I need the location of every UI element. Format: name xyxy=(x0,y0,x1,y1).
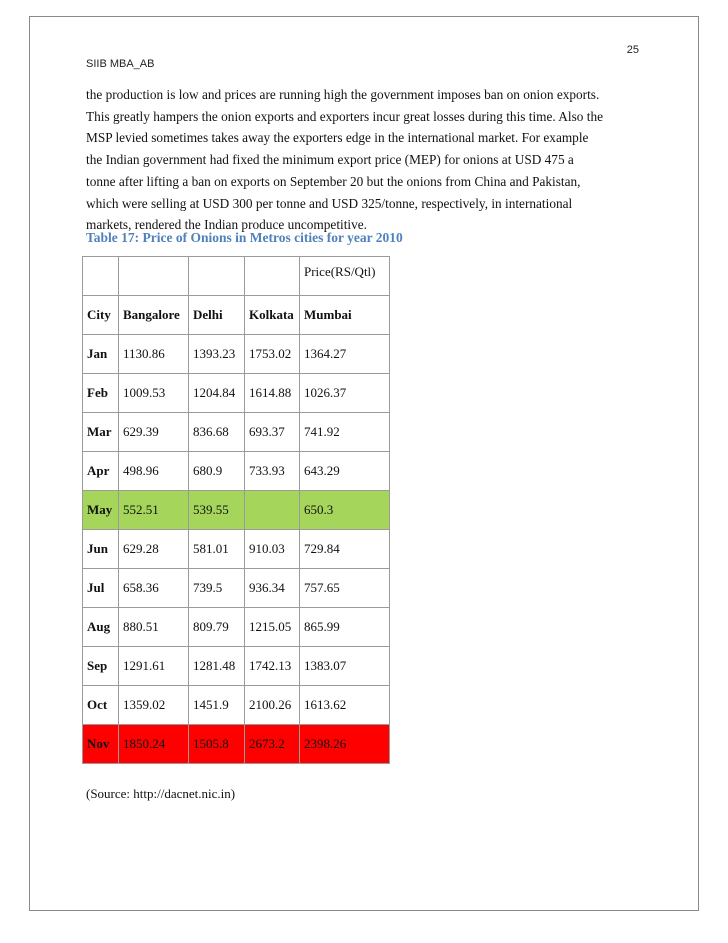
price-cell: 1505.8 xyxy=(189,725,245,764)
table-row xyxy=(83,374,390,413)
price-cell: 1850.24 xyxy=(119,725,189,764)
price-cell: 880.51 xyxy=(119,608,189,647)
body-line: MSP levied sometimes takes away the exporters edge in the international market. For example xyxy=(86,130,589,146)
month-cell: Apr xyxy=(83,452,119,491)
price-cell: 1215.05 xyxy=(245,608,300,647)
body-line: tonne after lifting a ban on exports on September 20 but the onions from China and Pakistan, xyxy=(86,173,581,189)
header-cell: City xyxy=(83,296,119,335)
body-line: the Indian government had fixed the minimum export price (MEP) for onions at USD 475 a xyxy=(86,152,574,168)
price-cell: 1614.88 xyxy=(245,374,300,413)
price-cell: 629.28 xyxy=(119,530,189,569)
price-cell: 629.39 xyxy=(119,413,189,452)
price-cell: 650.3 xyxy=(300,491,390,530)
body-line: markets, rendered the Indian produce uncompetitive. xyxy=(86,217,367,233)
price-cell: 2100.26 xyxy=(245,686,300,725)
table-row xyxy=(83,686,390,725)
empty-cell xyxy=(119,257,189,296)
price-cell: 498.96 xyxy=(119,452,189,491)
price-cell: 1383.07 xyxy=(300,647,390,686)
price-cell: 680.9 xyxy=(189,452,245,491)
document-header: SIIB MBA_AB xyxy=(86,58,155,70)
price-cell: 1009.53 xyxy=(119,374,189,413)
price-cell: 936.34 xyxy=(245,569,300,608)
price-cell: 741.92 xyxy=(300,413,390,452)
empty-cell xyxy=(245,257,300,296)
price-cell: 1026.37 xyxy=(300,374,390,413)
price-cell: 2398.26 xyxy=(300,725,390,764)
price-cell: 1451.9 xyxy=(189,686,245,725)
price-cell: 1281.48 xyxy=(189,647,245,686)
header-row xyxy=(83,296,390,335)
table-row xyxy=(83,491,390,530)
table-row xyxy=(83,413,390,452)
price-cell xyxy=(245,491,300,530)
price-cell: 1742.13 xyxy=(245,647,300,686)
price-cell: 739.5 xyxy=(189,569,245,608)
empty-cell xyxy=(189,257,245,296)
body-line: which were selling at USD 300 per tonne and USD 325/tonne, respectively, in international xyxy=(86,195,573,211)
body-line: This greatly hampers the onion exports and exporters incur great losses during this time. Also the xyxy=(86,108,603,124)
price-cell: 757.65 xyxy=(300,569,390,608)
header-cell: Delhi xyxy=(189,296,245,335)
month-cell: Sep xyxy=(83,647,119,686)
month-cell: Jul xyxy=(83,569,119,608)
price-cell: 1130.86 xyxy=(119,335,189,374)
price-cell: 693.37 xyxy=(245,413,300,452)
month-cell: Aug xyxy=(83,608,119,647)
header-cell: Bangalore xyxy=(119,296,189,335)
table-row xyxy=(83,608,390,647)
price-cell: 1359.02 xyxy=(119,686,189,725)
table-row xyxy=(83,335,390,374)
onion-price-table xyxy=(82,256,390,764)
header-cell: Kolkata xyxy=(245,296,300,335)
price-cell: 1204.84 xyxy=(189,374,245,413)
table-body xyxy=(83,335,390,764)
price-cell: 539.55 xyxy=(189,491,245,530)
month-cell: Jan xyxy=(83,335,119,374)
month-cell: Feb xyxy=(83,374,119,413)
price-cell: 1393.23 xyxy=(189,335,245,374)
header-cell: Mumbai xyxy=(300,296,390,335)
source-note: (Source: http://dacnet.nic.in) xyxy=(86,786,236,801)
price-cell: 552.51 xyxy=(119,491,189,530)
table-row xyxy=(83,452,390,491)
unit-row xyxy=(83,257,390,296)
price-cell: 729.84 xyxy=(300,530,390,569)
price-cell: 1613.62 xyxy=(300,686,390,725)
empty-cell xyxy=(83,257,119,296)
table-row xyxy=(83,725,390,764)
month-cell: Nov xyxy=(83,725,119,764)
month-cell: Mar xyxy=(83,413,119,452)
unit-label: Price(RS/Qtl) xyxy=(300,257,390,296)
price-cell: 1753.02 xyxy=(245,335,300,374)
body-paragraph xyxy=(86,84,658,236)
month-cell: Oct xyxy=(83,686,119,725)
price-cell: 865.99 xyxy=(300,608,390,647)
price-cell: 809.79 xyxy=(189,608,245,647)
table-caption: Table 17: Price of Onions in Metros cities for year 2010 xyxy=(86,230,403,245)
price-cell: 733.93 xyxy=(245,452,300,491)
price-cell: 658.36 xyxy=(119,569,189,608)
month-cell: May xyxy=(83,491,119,530)
price-cell: 1291.61 xyxy=(119,647,189,686)
price-cell: 910.03 xyxy=(245,530,300,569)
month-cell: Jun xyxy=(83,530,119,569)
body-line: the production is low and prices are running high the government imposes ban on onion exports. xyxy=(86,87,600,102)
price-cell: 836.68 xyxy=(189,413,245,452)
page-number: 25 xyxy=(626,44,639,56)
price-cell: 1364.27 xyxy=(300,335,390,374)
price-cell: 581.01 xyxy=(189,530,245,569)
table-row xyxy=(83,569,390,608)
table-row xyxy=(83,647,390,686)
table-row xyxy=(83,530,390,569)
price-cell: 2673.2 xyxy=(245,725,300,764)
price-cell: 643.29 xyxy=(300,452,390,491)
